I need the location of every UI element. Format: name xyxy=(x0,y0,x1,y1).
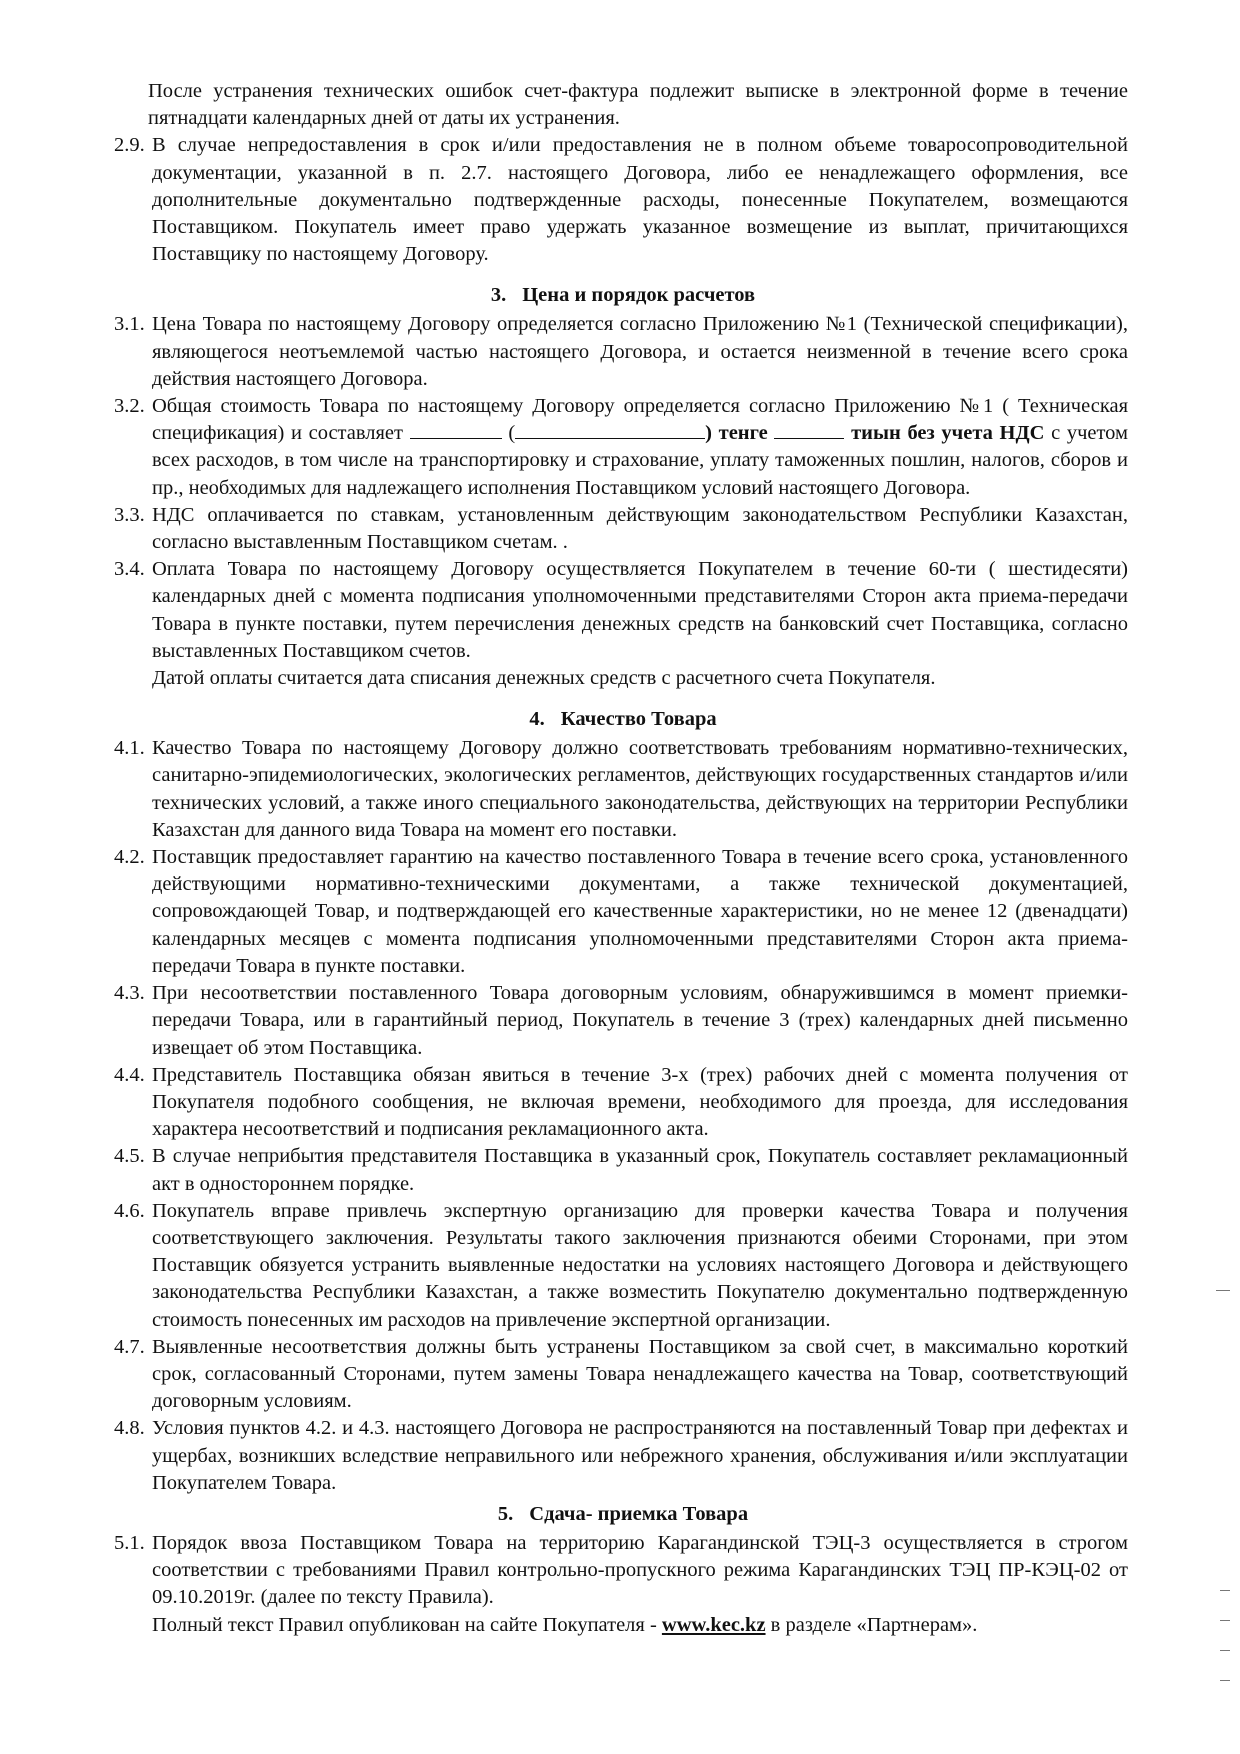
tenge-label: ) тенге xyxy=(705,422,775,445)
document-body xyxy=(114,78,1129,1639)
amount-words-blank xyxy=(515,420,705,439)
section-number: 4. xyxy=(529,708,545,731)
clause-2-9 xyxy=(114,132,1128,268)
clause-3-4 xyxy=(114,556,1128,665)
clause-number: 4.2. xyxy=(114,846,145,869)
section-number: 5. xyxy=(497,1502,514,1525)
clause-number: 4.1. xyxy=(114,737,145,760)
clause-number: 4.7. xyxy=(114,1335,145,1358)
clause-text: НДС оплачивается по ставкам, установленным действующим законодательством Республики Казахстан, согласно выставленным Поставщиком счетам. . xyxy=(152,503,1128,554)
clause-4-1 xyxy=(114,735,1128,844)
clause-number: 4.3. xyxy=(114,982,145,1005)
scan-mark xyxy=(1220,1680,1230,1681)
amount-blank xyxy=(410,420,502,439)
paren-open: ( xyxy=(501,422,516,445)
section-title: Сдача- приемка Товара xyxy=(529,1502,749,1525)
tiyn-blank xyxy=(774,420,844,439)
clause-5-1 xyxy=(114,1530,1128,1612)
clause-3-4-extra: Датой оплаты считается дата списания денежных средств с расчетного счета Покупателя. xyxy=(152,667,936,690)
clause-number: 3.3. xyxy=(114,503,145,526)
intro-paragraph: После устранения технических ошибок счет-фактура подлежит выписке в электронной форме в течение пятнадцати календарных дней от даты их устранения. xyxy=(148,80,1128,130)
clause-number: 4.6. xyxy=(114,1199,145,1222)
clause-5-1-extra-b: в разделе «Партнерам». xyxy=(765,1613,978,1636)
scan-mark xyxy=(1220,1620,1230,1621)
clause-number: 3.4. xyxy=(114,558,145,581)
clause-text-cont: с учетом всех расходов, в том числе на транспортировку и страхование, уплату таможенных пошлин, налогов, сборов и пр., необходимых для надлежащего исполнения Поставщиком условий настоящего Договора. xyxy=(152,422,1129,499)
section-number: 3. xyxy=(490,284,507,307)
scan-mark xyxy=(1216,1290,1230,1291)
section-3-heading xyxy=(118,282,1128,309)
clause-4-7 xyxy=(114,1334,1128,1416)
clause-3-2 xyxy=(114,393,1129,502)
clause-4-5 xyxy=(114,1143,1128,1197)
section-title: Качество Товара xyxy=(560,708,717,731)
section-4-heading xyxy=(118,706,1128,733)
clause-3-3 xyxy=(114,502,1128,556)
scan-mark xyxy=(1220,1650,1230,1651)
clause-text: Условия пунктов 4.2. и 4.3. настоящего Договора не распространяются на поставленный Товар при дефектах и ущербах, возникших вследствие неправильного или небрежного хранения, обслуживания и/или эксплуатации Покупателем Товара. xyxy=(152,1417,1128,1494)
kec-website-link[interactable]: www.kec.kz xyxy=(661,1613,766,1636)
section-title: Цена и порядок расчетов xyxy=(522,284,756,307)
clause-3-1 xyxy=(114,311,1128,393)
tiyn-label: тиын без учета НДС xyxy=(844,422,1045,445)
clause-text: В случае неприбытия представителя Поставщика в указанный срок, Покупатель составляет рекламационный акт в одностороннем порядке. xyxy=(152,1145,1128,1195)
clause-text: При несоответствии поставленного Товара договорным условиям, обнаружившимся в момент приемки-передачи Товара, или в гарантийный период, Покупатель в течение 3 (трех) календарных дней письменно извещает об этом Поставщика. xyxy=(152,982,1128,1059)
clause-5-1-extra xyxy=(118,1612,1128,1639)
clause-text: В случае непредоставления в срок и/или предоставления не в полном объеме товаросопроводительной документации, указанной в п. 2.7. настоящего Договора, либо ее ненадлежащего оформления, все дополнительные документально подтвержденные расходы, понесенные Покупателем, возмещаются Поставщиком. Покупатель имеет право удержать указанное возмещение из выплат, причитающихся Поставщику по настоящему Договору. xyxy=(152,134,1128,266)
clause-number: 4.4. xyxy=(114,1063,145,1086)
clause-4-8 xyxy=(114,1415,1128,1497)
scan-mark xyxy=(1220,1590,1230,1591)
clause-4-4 xyxy=(114,1062,1128,1144)
clause-text: Выявленные несоответствия должны быть устранены Поставщиком за свой счет, в максимально короткий срок, согласованный Сторонами, путем замены Товара ненадлежащего качества на Товар, соответствующий договорным условиям. xyxy=(152,1335,1128,1413)
clause-text: Порядок ввоза Поставщиком Товара на территорию Карагандинской ТЭЦ-3 осуществляется в строгом соответствии с требованиями Правил контрольно-пропускного режима Карагандинских ТЭЦ ПР-КЭЦ-02 от 09.10.2019г. (далее по тексту Правила). xyxy=(152,1531,1128,1609)
clause-number: 2.9. xyxy=(114,134,145,157)
clause-text: Покупатель вправе привлечь экспертную организацию для проверки качества Товара и получения соответствующего заключения. Результаты такого заключения признаются обеими Сторонами, при этом Поставщик обязуется устранить выявленные недостатки на условиях настоящего Договора и действующего законодательства Республики Казахстан, а также возместить Покупателю документально подтвержденную стоимость понесенных им расходов на привлечение экспертной организации. xyxy=(152,1199,1128,1331)
clause-4-2 xyxy=(114,844,1128,980)
clause-number: 3.1. xyxy=(114,313,145,336)
clause-number: 4.8. xyxy=(114,1417,145,1440)
clause-text: Поставщик предоставляет гарантию на качество поставленного Товара в течение всего срока, установленного действующими нормативно-техническими документами, а также технической документацией, сопровождающей Товар, и подтверждающей его качественные характеристики, но не менее 12 (двенадцати) календарных месяцев с момента подписания уполномоченными представителями Сторон акта приема-передачи Товара в пункте поставки. xyxy=(152,846,1128,977)
clause-number: 3.2. xyxy=(114,395,145,418)
clause-text: Качество Товара по настоящему Договору должно соответствовать требованиям нормативно-технических, санитарно-эпидемиологических, экологических регламентов, действующих государственных стандартов и/или технических условий, а также иного специального законодательства, действующих на территории Республики Казахстан для данного вида Товара на момент его поставки. xyxy=(152,737,1128,841)
clause-4-3 xyxy=(114,980,1128,1062)
clause-4-6 xyxy=(114,1198,1128,1334)
clause-number: 4.5. xyxy=(114,1145,145,1168)
clause-text: Общая стоимость Товара по настоящему Договору определяется согласно Приложению №1 ( Техническая спецификация) и составляет xyxy=(152,395,1128,445)
clause-number: 5.1. xyxy=(114,1531,145,1554)
section-5-heading xyxy=(118,1501,1128,1528)
clause-5-1-extra-a: Полный текст Правил опубликован на сайте Покупателя - xyxy=(152,1613,662,1636)
clause-text: Представитель Поставщика обязан явиться в течение 3-х (трех) рабочих дней с момента получения от Покупателя подобного сообщения, не включая времени, необходимого для проезда, для исследования характера несоответствий и подписания рекламационного акта. xyxy=(152,1063,1128,1141)
clause-text: Оплата Товара по настоящему Договору осуществляется Покупателем в течение 60-ти ( шестидесяти) календарных дней с момента подписания уполномоченными представителями Сторон акта приема-передачи Товара в пункте поставки, путем перечисления денежных средств на банковский счет Поставщика, согласно выставленных Поставщиком счетов. xyxy=(152,558,1128,662)
clause-text: Цена Товара по настоящему Договору определяется согласно Приложению №1 (Технической спецификации), являющегося неотъемлемой частью настоящего Договора, и остается неизменной в течение всего срока действия настоящего Договора. xyxy=(152,313,1128,390)
